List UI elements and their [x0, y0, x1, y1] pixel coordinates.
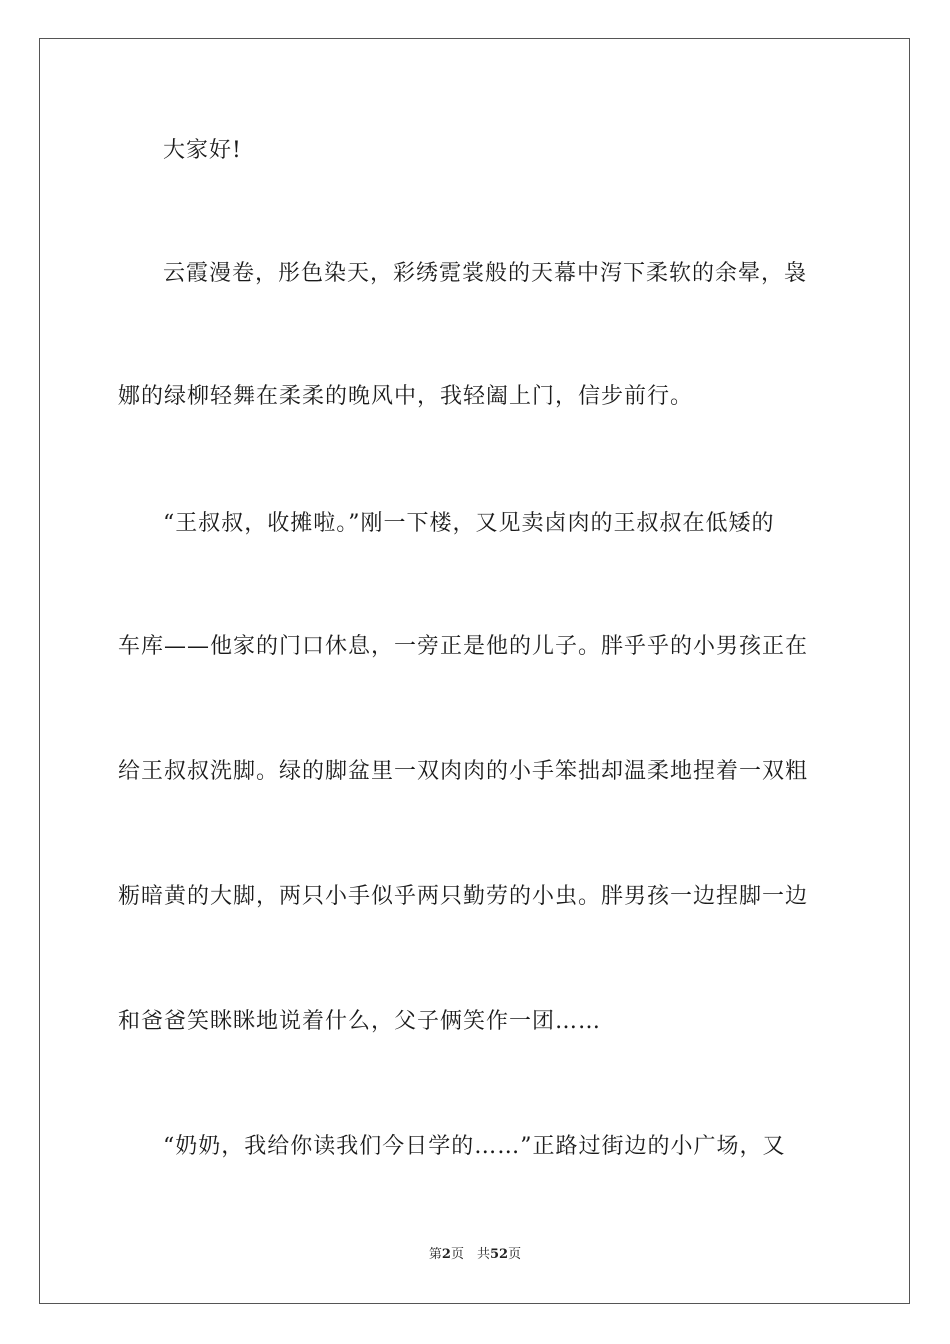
page-mid: 页 共: [450, 1247, 490, 1262]
page-border: [39, 38, 910, 1304]
paragraph-2-line-4: 粝暗黄的大脚，两只小手似乎两只勤劳的小虫。胖男孩一边捏脚一边: [118, 884, 809, 909]
paragraph-1-line-2: 娜的绿柳轻舞在柔柔的晚风中，我轻阖上门，信步前行。: [118, 384, 694, 409]
page-footer: [0, 1246, 950, 1264]
paragraph-1-line-1: 云霞漫卷，彤色染天，彩绣霓裳般的天幕中泻下柔软的余晕，袅: [163, 261, 808, 286]
paragraph-2-line-3: 给王叔叔洗脚。绿的脚盆里一双肉肉的小手笨拙却温柔地捏着一双粗: [118, 759, 809, 784]
paragraph-2-line-5: 和爸爸笑眯眯地说着什么，父子俩笑作一团……: [118, 1009, 602, 1034]
paragraph-2-line-1: “王叔叔，收摊啦。”刚一下楼，又见卖卤肉的王叔叔在低矮的: [163, 511, 775, 536]
paragraph-2-line-2: 车库——他家的门口休息，一旁正是他的儿子。胖乎乎的小男孩正在: [118, 634, 809, 659]
paragraph-3-line-1: “奶奶，我给你读我们今日学的……”正路过街边的小广场，又: [163, 1134, 786, 1159]
page-suffix: 页: [508, 1247, 522, 1262]
page-current: 2: [441, 1247, 451, 1262]
greeting-line: 大家好!: [163, 138, 242, 163]
page-prefix: 第: [428, 1247, 442, 1262]
page-total: 52: [489, 1247, 509, 1262]
